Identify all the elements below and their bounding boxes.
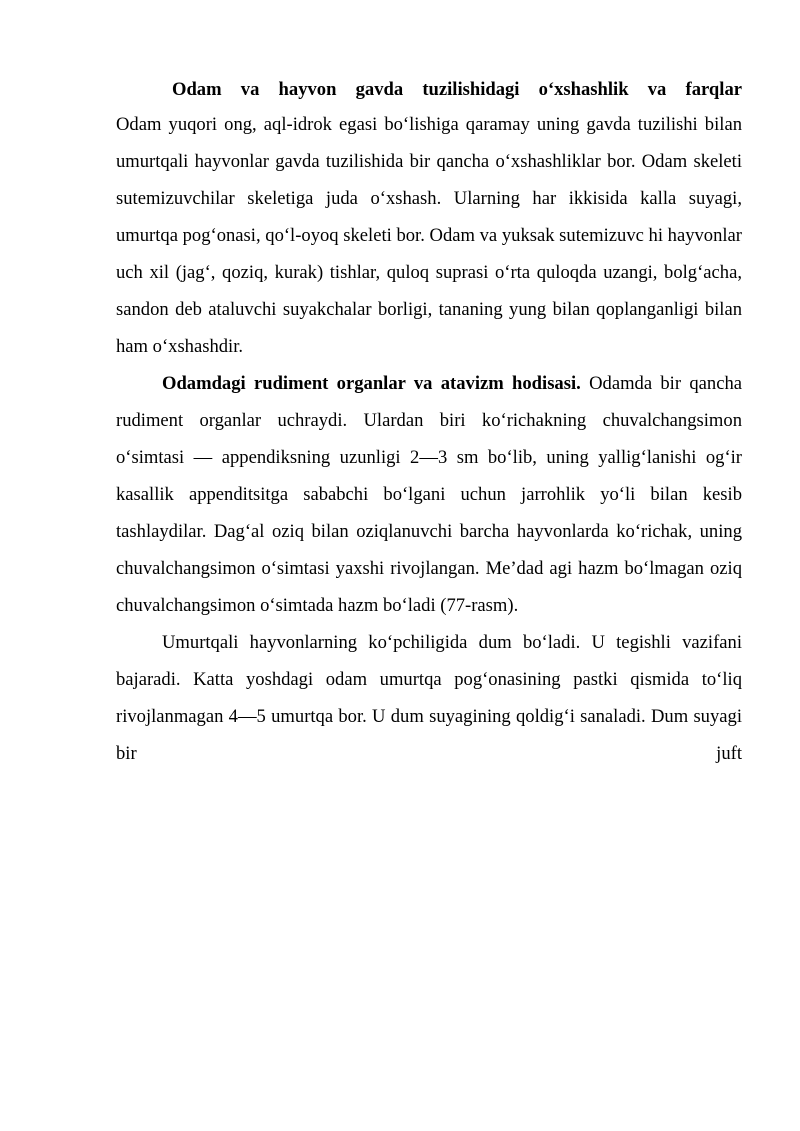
document-page <box>116 74 742 772</box>
paragraph-tail: Umurtqali hayvonlarning koʻpchiligida dum boʻladi. U tegishli vazifani bajaradi. Katta yoshdagi odam umurtqa pogʻonasining pastki qismida toʻliq rivojlanmagan 4—5 umurtqa bor. U dum suyagining qoldigʻi sanaladi. Dum suyagi bir juft <box>116 632 742 764</box>
paragraph-similarities: Odam yuqori ong, aql-idrok egasi boʻlishiga qaramay uning gavda tuzilishi bilan umurtqali hayvonlar gavda tuzilishida bir qancha oʻxshashliklar bor. Odam skeleti sutemizuvchilar skeletiga juda oʻxshash. Ularning har ikkisida kalla suyagi, umurtqa pogʻonasi, qoʻl-oyoq skeleti bor. Odam va yuksak sutemizuvc hi hayvonlar uch xil (jagʻ, qoziq, kurak) tishlar, quloq suprasi oʻrta quloqda uzangi, bolgʻacha, sandon deb ataluvchi suyakchalar borligi, tananing yung bilan qoplanganligi bilan ham oʻxshashdir. <box>116 114 742 357</box>
paragraph-rudiment-text: Odamda bir qancha rudiment organlar uchraydi. Ulardan biri koʻrichakning chuvalchangsimon oʻsimtasi — appendiksning uzunligi 2—3 sm boʻlib, uning yalligʻlanishi ogʻir kasallik appenditsitga sababchi boʻlgani uchun jarrohlik yoʻli bilan kesib tashlaydilar. Dagʻal oziq bilan oziqlanuvchi barcha hayvonlarda koʻrichak, uning chuvalchangsimon oʻsimtasi yaxshi rivojlangan. Me’dad agi hazm boʻlmagan oziq chuvalchangsimon oʻsimtada hazm boʻladi (77-rasm). <box>116 373 742 616</box>
section-title: Odam va hayvon gavda tuzilishidagi oʻxshashlik va farqlar <box>172 79 742 100</box>
section-heading-rudiment: Odamdagi rudiment organlar va atavizm hodisasi. <box>162 373 581 394</box>
paragraph-rudiment <box>116 365 742 624</box>
